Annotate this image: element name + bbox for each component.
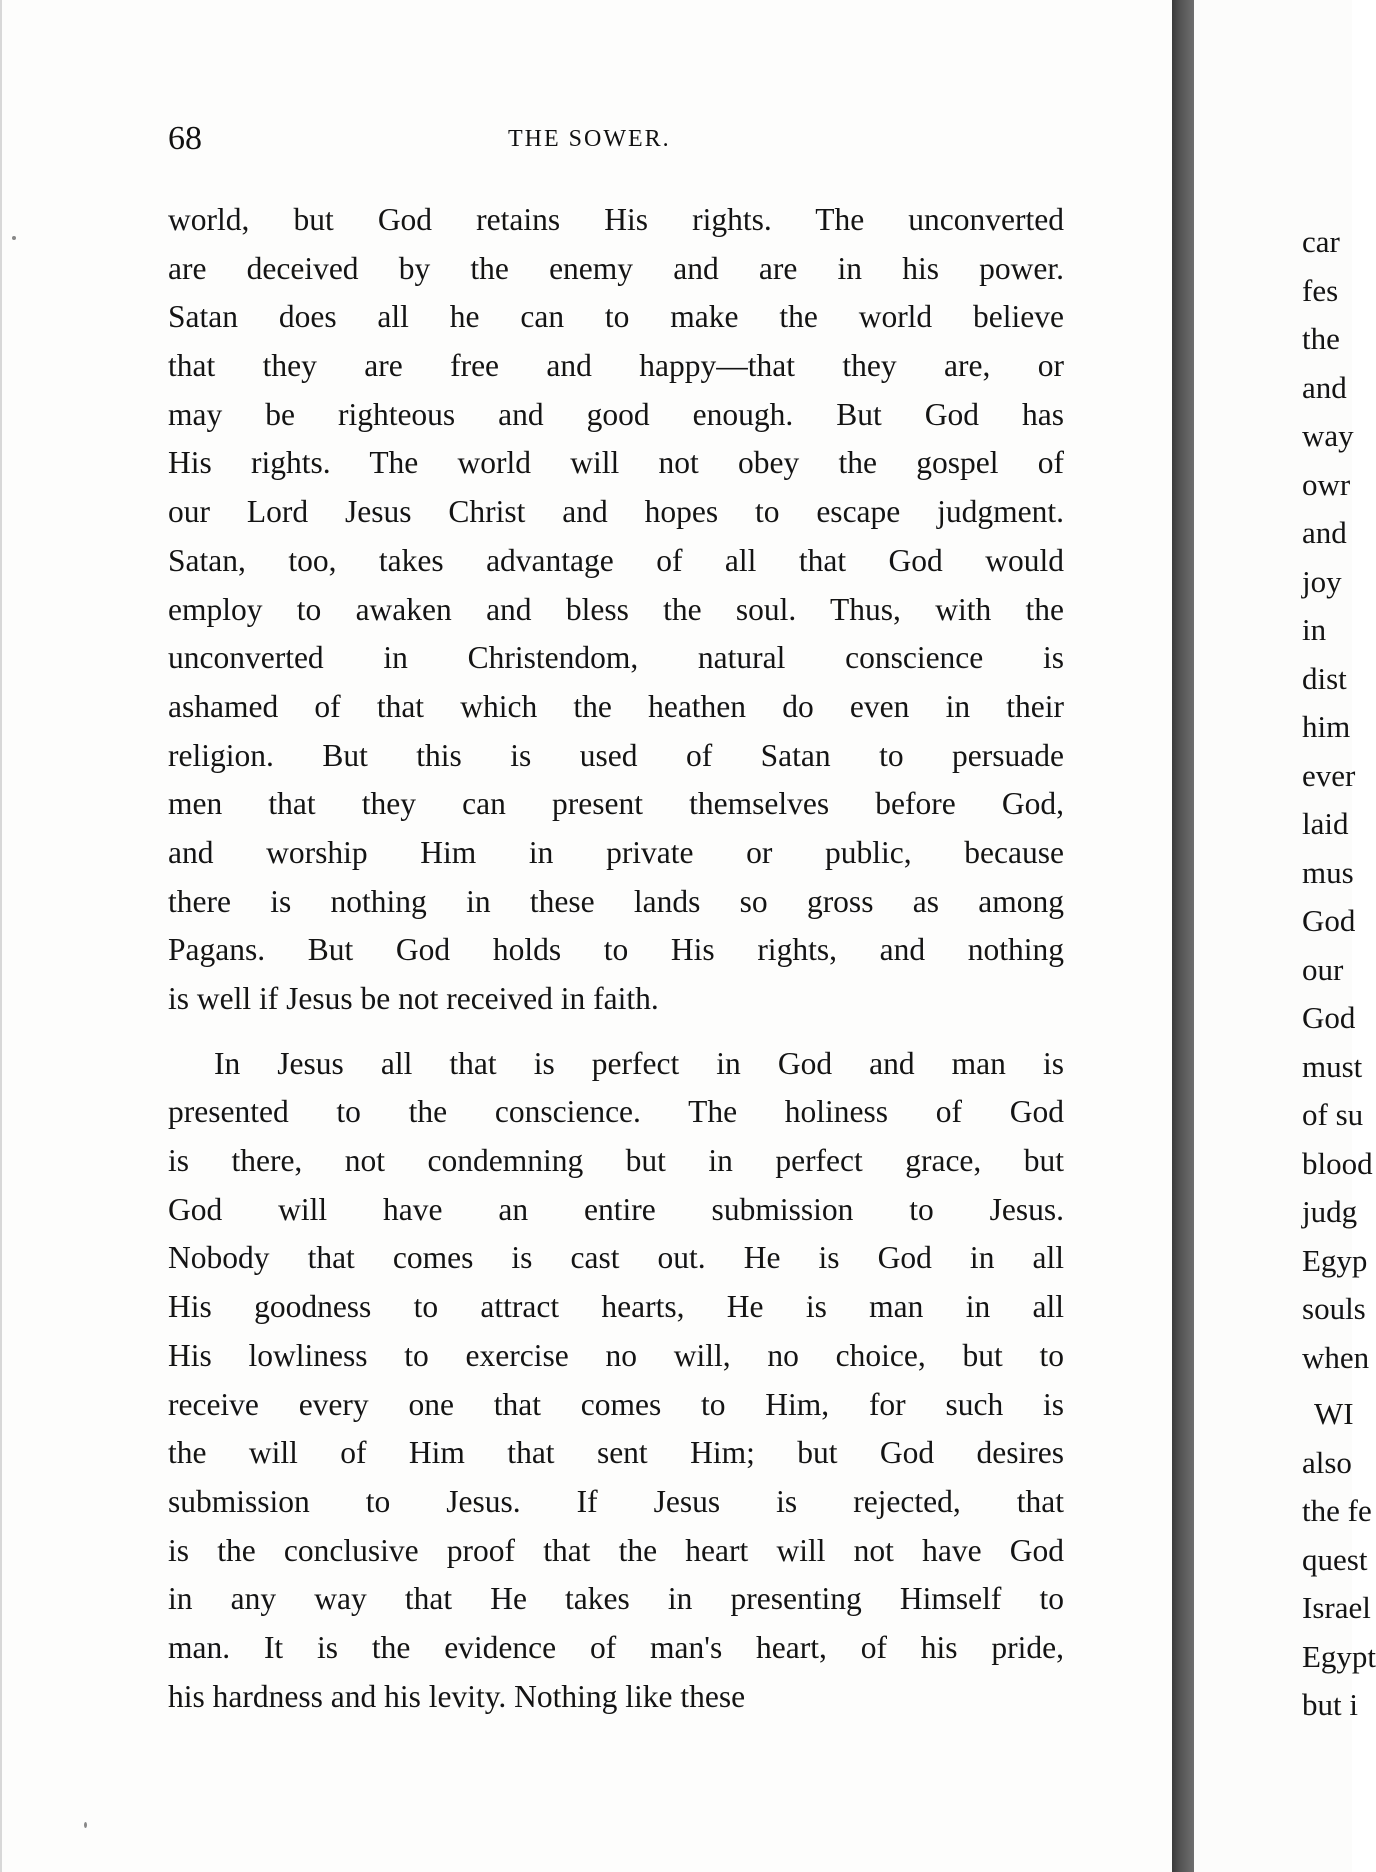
fragment-line: him: [1302, 709, 1351, 744]
text-line: submission to Jesus. If Jesus is rejected, that: [168, 1483, 1064, 1519]
text-line: receive every one that comes to Him, for such is: [168, 1386, 1064, 1422]
fragment-line: when: [1302, 1339, 1370, 1375]
text-line: God will have an entire submission to Jesus.: [168, 1191, 1064, 1227]
text-line: our Lord Jesus Christ and hopes to escape judgment.: [168, 494, 1064, 530]
text-line: His goodness to attract hearts, He is man in all: [168, 1289, 1064, 1325]
running-head: [168, 120, 1068, 160]
fragment-line: fes: [1302, 272, 1339, 308]
text-line: ashamed of that which the heathen do even in their: [168, 688, 1064, 724]
text-line: is there, not condemning but in perfect grace, but: [168, 1143, 1064, 1179]
fragment-line: and: [1302, 515, 1347, 550]
fragment-line: judg: [1302, 1194, 1358, 1229]
text-line: unconverted in Christendom, natural conscience is: [168, 640, 1064, 676]
fragment-line: blood: [1302, 1145, 1373, 1181]
text-line: Satan, too, takes advantage of all that God would: [168, 542, 1064, 578]
body-text: [168, 196, 1064, 1721]
text-line: Pagans. But God holds to His rights, and nothing: [168, 932, 1064, 968]
page-number: 68: [168, 120, 202, 157]
text-line: man. It is the evidence of man's heart, of his pride,: [168, 1629, 1064, 1665]
fragment-line: our: [1302, 951, 1344, 987]
text-line: presented to the conscience. The holiness of God: [168, 1094, 1064, 1130]
text-line: there is nothing in these lands so gross as among: [168, 883, 1064, 919]
fragment-line: ever: [1302, 757, 1356, 793]
fragment-line: owr: [1302, 466, 1351, 502]
text-line: is well if Jesus be not received in faith.: [168, 981, 659, 1016]
running-title: THE SOWER.: [508, 126, 671, 152]
fragment-line: also: [1302, 1444, 1352, 1480]
fragment-line: joy: [1302, 563, 1342, 599]
text-line: in any way that He takes in presenting Himself to: [168, 1581, 1064, 1617]
text-line: men that they can present themselves before God,: [168, 786, 1064, 822]
text-line: Nobody that comes is cast out. He is God in all: [168, 1240, 1064, 1276]
fragment-line: souls: [1302, 1291, 1366, 1326]
fragment-line: the: [1302, 321, 1340, 356]
fragment-line: must: [1302, 1048, 1363, 1084]
fragment-line: dist: [1302, 660, 1347, 696]
fragment-line: laid: [1302, 806, 1349, 841]
paragraph-2: [168, 1040, 1064, 1722]
right-page-text: [1302, 218, 1376, 1730]
fragment-line: Egyp: [1302, 1242, 1368, 1278]
text-line: Satan does all he can to make the world believe: [168, 299, 1064, 335]
fragment-line: Israel: [1302, 1590, 1371, 1625]
scan-speck: [12, 236, 16, 240]
fragment-line: mus: [1302, 854, 1354, 890]
text-line: In Jesus all that is perfect in God and man is: [214, 1045, 1064, 1081]
fragment-line: way: [1302, 418, 1354, 453]
fragment-line: quest: [1302, 1541, 1368, 1577]
fragment-line: the fe: [1302, 1493, 1372, 1528]
fragment-line: of su: [1302, 1097, 1364, 1132]
text-line: His rights. The world will not obey the gospel of: [168, 445, 1064, 481]
text-line: employ to awaken and bless the soul. Thus, with the: [168, 591, 1064, 627]
fragment-line: God: [1302, 903, 1356, 938]
paragraph-1: [168, 196, 1064, 1024]
text-line: the will of Him that sent Him; but God desires: [168, 1435, 1064, 1471]
fragment-line: and: [1302, 369, 1347, 405]
text-line: that they are free and happy—that they are, or: [168, 348, 1064, 384]
scan-speck: [84, 1822, 87, 1828]
fragment-line: in: [1302, 612, 1327, 647]
right-page-fragment: [1194, 0, 1376, 1872]
fragment-line: Egypt: [1302, 1638, 1376, 1674]
text-line: world, but God retains His rights. The unconverted: [168, 202, 1064, 237]
page-edge: [0, 0, 2, 1872]
text-line: and worship Him in private or public, because: [168, 834, 1064, 870]
fragment-line: God: [1302, 1000, 1356, 1035]
binding-gutter: [1172, 0, 1194, 1872]
text-line: is the conclusive proof that the heart will not have God: [168, 1532, 1064, 1568]
text-line: religion. But this is used of Satan to persuade: [168, 737, 1064, 773]
text-line: His lowliness to exercise no will, no choice, but to: [168, 1337, 1064, 1373]
fragment-line: car: [1302, 224, 1340, 259]
fragment-line: but i: [1302, 1687, 1358, 1722]
text-line: his hardness and his levity. Nothing like these: [168, 1678, 746, 1714]
text-line: may be righteous and good enough. But God has: [168, 396, 1064, 432]
fragment-line: WI: [1314, 1396, 1354, 1431]
text-line: are deceived by the enemy and are in his power.: [168, 250, 1064, 286]
